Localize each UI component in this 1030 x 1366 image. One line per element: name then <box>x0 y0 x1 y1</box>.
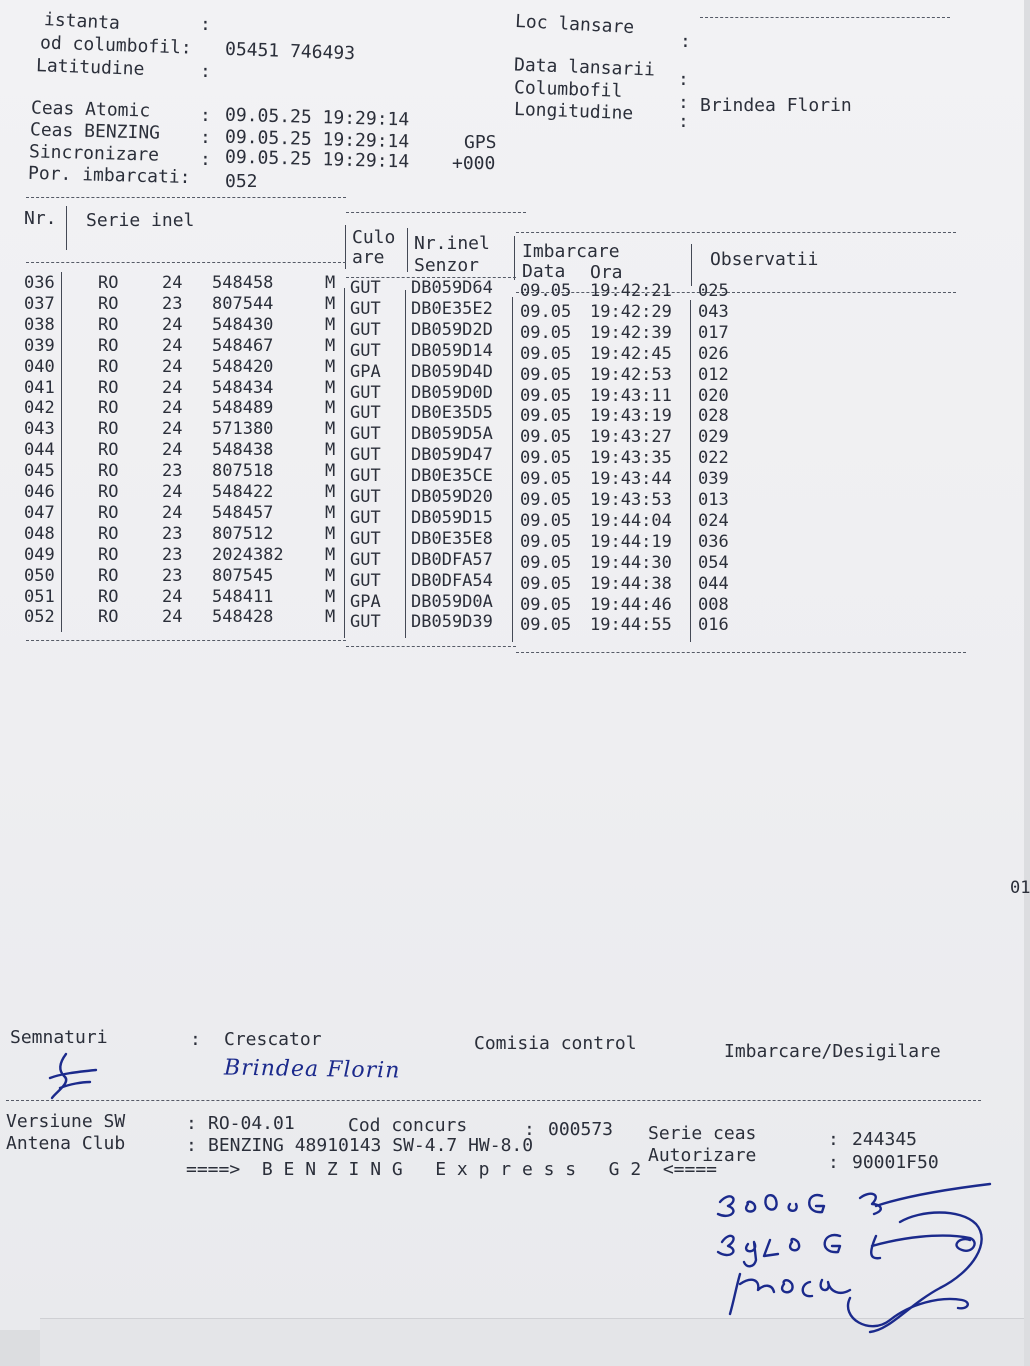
cell-observatii: 043 <box>698 301 729 322</box>
colon: : <box>200 61 211 82</box>
porumbei-imbarcati-label: Por. imbarcati: <box>27 162 191 189</box>
cell-nr: 045 <box>24 461 55 482</box>
cell-an: 23 <box>162 565 183 586</box>
table-row <box>0 461 760 490</box>
cell-nr: 043 <box>24 419 55 440</box>
cell-inel: 807518 <box>212 461 274 482</box>
colon: : <box>680 31 691 52</box>
cell-tara: RO <box>98 502 119 523</box>
gps-label: GPS <box>464 132 497 153</box>
cell-observatii: 017 <box>698 322 729 343</box>
column-divider <box>61 272 62 632</box>
cell-data: 09.05 <box>520 406 572 427</box>
cell-data: 09.05 <box>520 615 572 636</box>
cell-ora: 19:44:04 <box>590 510 672 531</box>
cell-tara: RO <box>98 419 119 440</box>
table-top-rule <box>516 232 956 233</box>
cell-data: 09.05 <box>520 322 572 343</box>
cell-ora: 19:44:30 <box>590 552 672 573</box>
cell-sex: M <box>325 335 336 356</box>
cell-senzor: DB059D5A <box>411 424 493 445</box>
cell-sex: M <box>325 356 336 377</box>
colon: : <box>200 105 211 126</box>
cell-senzor: DB059D0D <box>411 382 493 403</box>
cell-data: 09.05 <box>520 469 572 490</box>
cell-senzor: DB059D39 <box>411 612 493 633</box>
cell-nr: 037 <box>24 293 55 314</box>
cell-observatii: 016 <box>698 615 729 636</box>
cell-an: 24 <box>162 335 183 356</box>
antena-club-label: Antena Club <box>6 1133 126 1154</box>
cell-tara: RO <box>98 293 119 314</box>
header-imbarcare: Imbarcare <box>522 241 620 262</box>
cell-inel: 807545 <box>212 565 274 586</box>
benzing-banner: ====> B E N Z I N G E x p r e s s G 2 <==== <box>186 1159 718 1180</box>
cell-senzor: DB0E35E2 <box>411 298 493 319</box>
cell-tara: RO <box>98 356 119 377</box>
cell-sex: M <box>325 586 336 607</box>
cell-tara: RO <box>98 461 119 482</box>
imbarcare-desigilare-label: Imbarcare/Desigilare <box>724 1041 941 1062</box>
cell-sex: M <box>325 565 336 586</box>
cell-nr: 040 <box>24 356 55 377</box>
header-ora: Ora <box>590 262 623 283</box>
cell-observatii: 022 <box>698 448 729 469</box>
table-bottom-rule <box>516 652 966 653</box>
versiune-sw-value: RO-04.01 <box>208 1113 295 1134</box>
cell-inel: 548457 <box>212 502 274 523</box>
cell-inel: 548467 <box>212 335 274 356</box>
colon: : <box>524 1119 535 1140</box>
columbofil-label: Columbofil <box>513 77 623 102</box>
cell-nr: 047 <box>24 502 55 523</box>
cell-an: 24 <box>162 273 183 293</box>
cell-data: 09.05 <box>520 364 572 385</box>
cod-concurs-label: Cod concurs <box>348 1115 468 1136</box>
column-divider <box>344 288 345 638</box>
cell-ora: 19:42:53 <box>590 364 672 385</box>
crescator-label: Crescator <box>224 1029 322 1050</box>
cell-tara: RO <box>98 314 119 335</box>
cell-culoare: GUT <box>350 570 381 591</box>
cod-columbofil-label: od columbofil: <box>39 32 193 59</box>
cell-data: 09.05 <box>520 573 572 594</box>
antena-club-value: BENZING 48910143 SW-4.7 HW-8.0 <box>208 1135 534 1156</box>
column-divider <box>66 206 67 250</box>
cell-nr: 050 <box>24 565 55 586</box>
colon: : <box>828 1152 839 1173</box>
cell-observatii: 044 <box>698 573 729 594</box>
cell-observatii: 026 <box>698 343 729 364</box>
cod-columbofil-value: 05451 746493 <box>224 38 356 65</box>
cell-inel: 548434 <box>212 377 274 398</box>
cell-senzor: DB059D2D <box>411 319 493 340</box>
cell-observatii: 029 <box>698 427 729 448</box>
cell-tara: RO <box>98 586 119 607</box>
cell-data: 09.05 <box>520 552 572 573</box>
cell-ora: 19:43:19 <box>590 406 672 427</box>
cell-sex: M <box>325 293 336 314</box>
versiune-sw-label: Versiune SW <box>6 1111 126 1132</box>
cell-sex: M <box>325 314 336 335</box>
cell-senzor: DB059D14 <box>411 340 493 361</box>
cell-an: 24 <box>162 440 183 461</box>
table-row <box>0 419 760 448</box>
cell-data: 09.05 <box>520 490 572 510</box>
cell-tara: RO <box>98 440 119 461</box>
cell-nr: 042 <box>24 398 55 419</box>
cell-observatii: 036 <box>698 531 729 552</box>
cell-data: 09.05 <box>520 343 572 364</box>
cell-nr: 049 <box>24 544 55 565</box>
colon: : <box>186 1135 197 1156</box>
autorizare-value: 90001F50 <box>852 1152 939 1173</box>
data-lansarii-label: Data lansarii <box>513 54 656 81</box>
table-row <box>0 314 760 343</box>
cell-an: 24 <box>162 502 183 523</box>
ceas-benzing-label: Ceas BENZING <box>29 119 161 144</box>
cell-observatii: 008 <box>698 594 729 615</box>
cell-an: 23 <box>162 461 183 482</box>
table-row <box>0 586 760 615</box>
cell-culoare: GUT <box>350 445 381 466</box>
cell-inel: 807512 <box>212 523 274 544</box>
cell-sex: M <box>325 377 336 398</box>
cell-senzor: DB059D64 <box>411 278 493 298</box>
cell-ora: 19:42:39 <box>590 322 672 343</box>
cell-an: 23 <box>162 523 183 544</box>
cell-culoare: GUT <box>350 278 381 298</box>
cell-an: 24 <box>162 398 183 419</box>
cell-data: 09.05 <box>520 448 572 469</box>
cell-an: 24 <box>162 586 183 607</box>
column-divider <box>512 297 513 642</box>
header-observatii: Observatii <box>710 249 819 270</box>
cell-nr: 039 <box>24 335 55 356</box>
colon: : <box>186 1113 197 1134</box>
column-divider <box>405 290 406 638</box>
table-row <box>0 293 760 322</box>
colon: : <box>678 69 689 90</box>
cell-inel: 548438 <box>212 440 274 461</box>
cell-sex: M <box>325 607 336 628</box>
cell-culoare: GUT <box>350 528 381 549</box>
cell-nr: 041 <box>24 377 55 398</box>
header-data: Data <box>522 261 566 282</box>
cell-culoare: GUT <box>350 487 381 507</box>
cell-inel: 807544 <box>212 293 274 314</box>
table-row <box>0 502 760 531</box>
cell-nr: 046 <box>24 482 55 502</box>
colon: : <box>200 149 211 170</box>
serie-ceas-value: 244345 <box>852 1129 918 1150</box>
table-row <box>0 544 760 573</box>
cell-inel: 548428 <box>212 607 274 628</box>
cell-sex: M <box>325 502 336 523</box>
table-row <box>0 482 760 510</box>
table-top-rule <box>26 197 346 198</box>
cell-ora: 19:44:19 <box>590 531 672 552</box>
cell-an: 24 <box>162 377 183 398</box>
header-nr: Nr. <box>24 208 57 229</box>
cell-culoare: GUT <box>350 612 381 633</box>
cell-senzor: DB059D0A <box>411 591 493 612</box>
cell-ora: 19:44:46 <box>590 594 672 615</box>
cell-ora: 19:43:44 <box>590 469 672 490</box>
cell-sex: M <box>325 398 336 419</box>
cell-sex: M <box>325 273 336 293</box>
cell-culoare: GPA <box>350 361 381 382</box>
cell-observatii: 054 <box>698 552 729 573</box>
colon: : <box>190 1029 201 1050</box>
cell-culoare: GUT <box>350 424 381 445</box>
cell-senzor: DB0E35CE <box>411 466 493 487</box>
colon: : <box>678 111 689 132</box>
cell-ora: 19:42:21 <box>590 281 672 301</box>
table-row <box>0 440 760 469</box>
cell-ora: 19:42:45 <box>590 343 672 364</box>
cell-sex: M <box>325 419 336 440</box>
columbofil-value: Brindea Florin <box>700 95 852 116</box>
ceas-atomic-label: Ceas Atomic <box>30 97 151 122</box>
cell-ora: 19:43:53 <box>590 490 672 510</box>
table-row <box>0 377 760 406</box>
cell-an: 24 <box>162 607 183 628</box>
cell-culoare: GUT <box>350 549 381 570</box>
cell-observatii: 012 <box>698 364 729 385</box>
cell-an: 23 <box>162 293 183 314</box>
cell-culoare: GUT <box>350 319 381 340</box>
serie-ceas-label: Serie ceas <box>648 1123 757 1144</box>
cell-senzor: DB0E35E8 <box>411 528 493 549</box>
cell-culoare: GUT <box>350 298 381 319</box>
colon: : <box>200 14 211 35</box>
cell-tara: RO <box>98 607 119 628</box>
cell-inel: 548458 <box>212 273 274 293</box>
autorizare-label: Autorizare <box>648 1145 757 1166</box>
cell-ora: 19:43:35 <box>590 448 672 469</box>
latitudine-label: Latitudine <box>35 55 145 80</box>
colon: : <box>678 92 689 113</box>
porumbei-imbarcati-value: 052 <box>225 171 258 192</box>
cell-inel: 548430 <box>212 314 274 335</box>
table-top-rule <box>346 212 526 213</box>
sync-offset: +000 <box>452 153 496 174</box>
cell-inel: 548489 <box>212 398 274 419</box>
cell-data: 09.05 <box>520 281 572 301</box>
edge-fragment: 01 <box>1010 878 1030 898</box>
cell-observatii: 024 <box>698 510 729 531</box>
table-row <box>0 398 760 427</box>
cell-senzor: DB059D47 <box>411 445 493 466</box>
cell-tara: RO <box>98 273 119 293</box>
cell-inel: 548422 <box>212 482 274 502</box>
crescator-handwritten-name: Brindea Florin <box>223 1055 401 1084</box>
table-header-rule <box>26 262 346 263</box>
cell-tara: RO <box>98 398 119 419</box>
longitudine-label: Longitudine <box>513 98 634 125</box>
colon: : <box>828 1129 839 1150</box>
cell-an: 23 <box>162 544 183 565</box>
cell-culoare: GUT <box>350 403 381 424</box>
cell-nr: 052 <box>24 607 55 628</box>
cell-an: 24 <box>162 482 183 502</box>
table-row <box>0 565 760 594</box>
column-divider <box>690 300 691 642</box>
table-row <box>0 523 760 552</box>
cell-senzor: DB0DFA54 <box>411 570 493 591</box>
cell-inel: 2024382 <box>212 544 284 565</box>
cell-tara: RO <box>98 565 119 586</box>
sincronizare-value: 09.05.25 19:29:14 <box>224 146 410 173</box>
header-culoare-1: Culo <box>352 227 396 248</box>
cell-senzor: DB0E35D5 <box>411 403 493 424</box>
cell-sex: M <box>325 440 336 461</box>
cell-senzor: DB059D20 <box>411 487 493 507</box>
cell-culoare: GUT <box>350 382 381 403</box>
cell-tara: RO <box>98 523 119 544</box>
cell-data: 09.05 <box>520 594 572 615</box>
distanta-label: istanta <box>43 9 121 34</box>
cell-inel: 571380 <box>212 419 274 440</box>
cell-tara: RO <box>98 377 119 398</box>
colon: : <box>200 127 211 148</box>
cell-ora: 19:44:38 <box>590 573 672 594</box>
table-row <box>0 335 760 364</box>
cell-senzor: DB059D4D <box>411 361 493 382</box>
column-divider <box>407 228 408 272</box>
header-senzor: Senzor <box>414 255 480 276</box>
cell-observatii: 028 <box>698 406 729 427</box>
cell-an: 24 <box>162 356 183 377</box>
cell-culoare: GUT <box>350 340 381 361</box>
cell-inel: 548420 <box>212 356 274 377</box>
signature-rule <box>6 1100 981 1101</box>
cell-ora: 19:42:29 <box>590 301 672 322</box>
cell-data: 09.05 <box>520 427 572 448</box>
cell-inel: 548411 <box>212 586 274 607</box>
table-row <box>0 273 760 301</box>
cell-culoare: GUT <box>350 507 381 528</box>
loc-lansare-label: Loc lansare <box>514 10 635 39</box>
cell-culoare: GPA <box>350 591 381 612</box>
cell-nr: 051 <box>24 586 55 607</box>
cell-data: 09.05 <box>520 385 572 406</box>
cell-nr: 044 <box>24 440 55 461</box>
header-rule <box>700 17 950 18</box>
cell-tara: RO <box>98 544 119 565</box>
ceas-atomic-value: 09.05.25 19:29:14 <box>224 104 410 131</box>
table-bottom-rule <box>346 646 516 647</box>
cell-an: 24 <box>162 419 183 440</box>
cell-sex: M <box>325 544 336 565</box>
semnaturi-label: Semnaturi <box>10 1027 108 1048</box>
ceas-benzing-value: 09.05.25 19:29:14 <box>224 126 410 153</box>
commission-signatures <box>700 1180 1000 1340</box>
table-bottom-rule <box>26 640 346 641</box>
cell-sex: M <box>325 523 336 544</box>
cell-observatii: 039 <box>698 469 729 490</box>
cell-data: 09.05 <box>520 301 572 322</box>
crescator-signature-mark <box>30 1048 110 1106</box>
cell-observatii: 025 <box>698 281 729 301</box>
cell-sex: M <box>325 461 336 482</box>
table-row <box>0 607 760 636</box>
cell-ora: 19:43:11 <box>590 385 672 406</box>
cell-tara: RO <box>98 335 119 356</box>
cod-concurs-value: 000573 <box>548 1119 614 1140</box>
header-nr-inel: Nr.inel <box>414 233 490 254</box>
cell-observatii: 020 <box>698 385 729 406</box>
comisia-control-label: Comisia control <box>474 1033 637 1054</box>
header-culoare-2: are <box>352 247 385 268</box>
cell-observatii: 013 <box>698 490 729 510</box>
cell-nr: 048 <box>24 523 55 544</box>
cell-ora: 19:44:55 <box>590 615 672 636</box>
cell-data: 09.05 <box>520 510 572 531</box>
cell-nr: 038 <box>24 314 55 335</box>
cell-senzor: DB059D15 <box>411 507 493 528</box>
cell-ora: 19:43:27 <box>590 427 672 448</box>
table-row <box>0 356 760 385</box>
cell-sex: M <box>325 482 336 502</box>
cell-senzor: DB0DFA57 <box>411 549 493 570</box>
sincronizare-label: Sincronizare <box>28 141 160 166</box>
cell-nr: 036 <box>24 273 55 293</box>
cell-tara: RO <box>98 482 119 502</box>
cell-culoare: GUT <box>350 466 381 487</box>
header-serie-inel: Serie inel <box>86 210 195 231</box>
cell-data: 09.05 <box>520 531 572 552</box>
cell-an: 24 <box>162 314 183 335</box>
